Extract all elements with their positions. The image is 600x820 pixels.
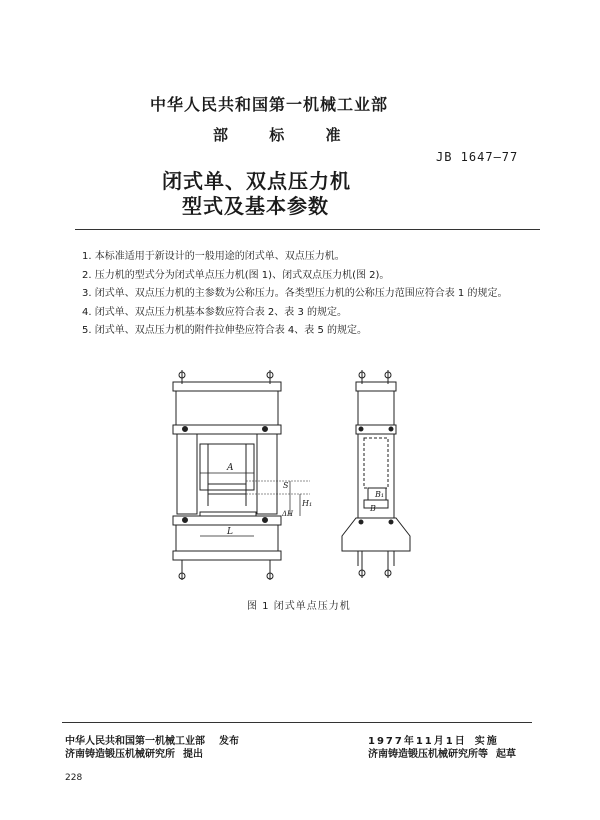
label-dh: ΔH xyxy=(282,510,294,518)
press-drawing xyxy=(150,366,430,588)
front-view xyxy=(173,370,313,580)
label-b: B xyxy=(370,504,376,513)
side-view xyxy=(342,370,410,578)
proposer-action: 提出 xyxy=(183,749,203,760)
effective-action: 实施 xyxy=(474,736,499,747)
clause-item: 5. 闭式单、双点压力机的附件拉伸垫应符合表 4、表 5 的规定。 xyxy=(82,325,367,336)
document-title-line2: 型式及基本参数 xyxy=(182,194,329,218)
label-s: S xyxy=(283,481,289,490)
clause-item: 4. 闭式单、双点压力机基本参数应符合表 2、表 3 的规定。 xyxy=(82,306,347,318)
standard-type-label: 部 标 准 xyxy=(213,126,359,144)
clause-item: 3. 闭式单、双点压力机的主参数为公称压力。各类型压力机的公称压力范围应符合表 1 的规定。 xyxy=(82,288,508,299)
figure-caption: 图 1 闭式单点压力机 xyxy=(247,601,351,612)
ministry-name: 中华人民共和国第一机械工业部 xyxy=(150,95,389,114)
clause-item: 2. 压力机的型式分为闭式单点压力机(图 1)、闭式双点压力机(图 2)。 xyxy=(82,269,390,281)
standard-code: JB 1647—77 xyxy=(436,150,519,164)
document-title-line1: 闭式单、双点压力机 xyxy=(162,169,351,193)
drafter-org: 济南铸造锻压机械研究所等 xyxy=(368,749,488,760)
footer-divider xyxy=(62,722,532,723)
page-number: 228 xyxy=(65,773,83,783)
drafter-action: 起草 xyxy=(496,749,516,760)
proposer-org: 济南铸造锻压机械研究所 xyxy=(65,749,175,760)
publisher-action: 发布 xyxy=(219,736,239,747)
label-a: A xyxy=(227,463,234,473)
label-h1: H₁ xyxy=(302,499,313,508)
proposer-line xyxy=(65,745,203,760)
label-b1: B₁ xyxy=(375,490,385,499)
clause-item: 1. 本标准适用于新设计的一般用途的闭式单、双点压力机。 xyxy=(82,251,345,262)
clause-list xyxy=(82,248,507,341)
header-divider xyxy=(75,229,540,230)
label-l: L xyxy=(227,527,233,537)
effective-date: 1977年11月1日 xyxy=(368,736,467,747)
publisher-org: 中华人民共和国第一机械工业部 xyxy=(65,736,205,747)
drafter-line xyxy=(368,745,516,760)
